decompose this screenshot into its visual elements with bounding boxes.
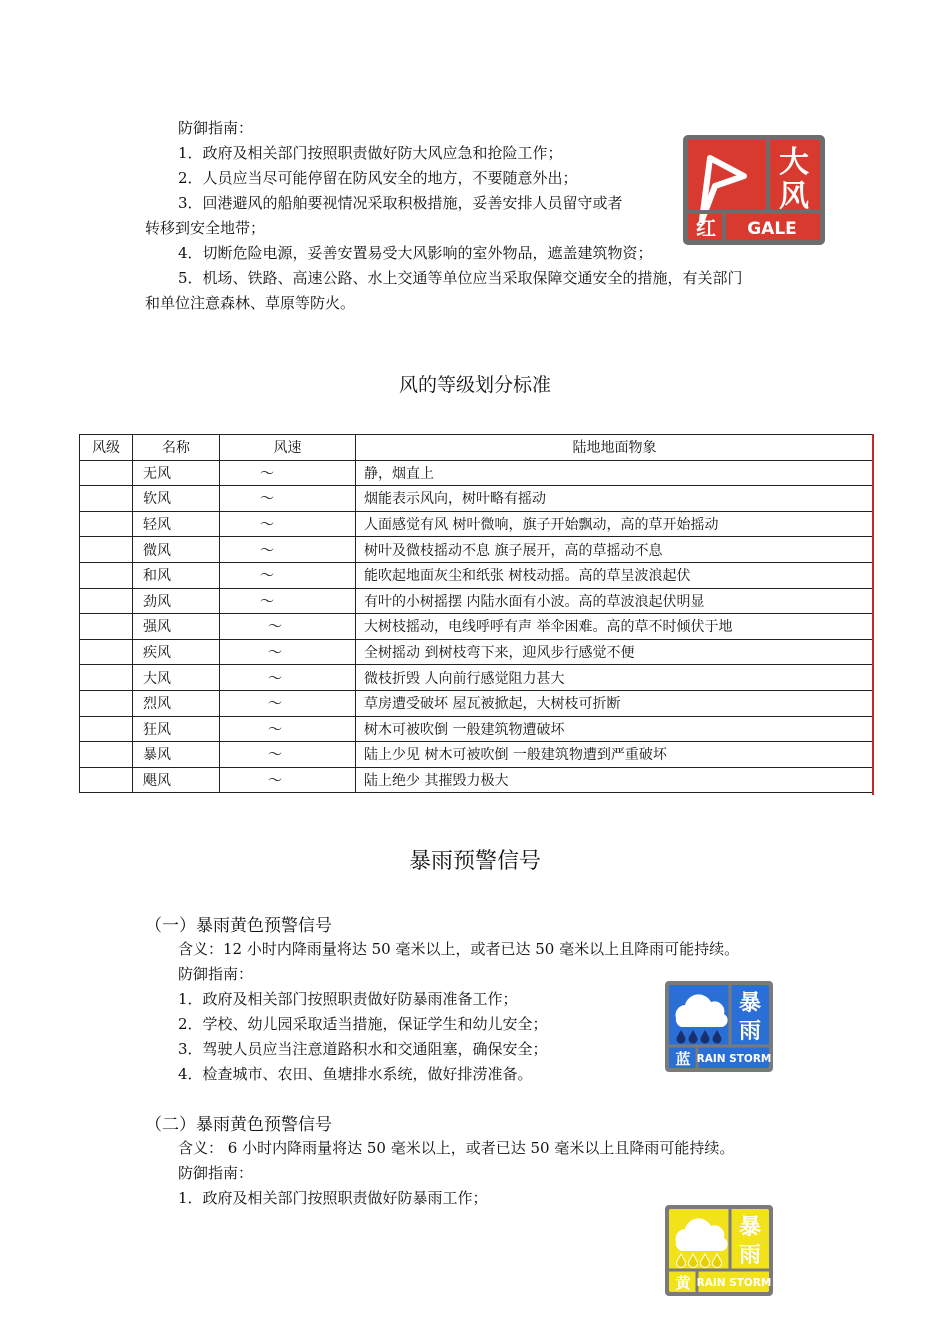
gale-guide-label: 防御指南： [178,119,254,137]
table-row [80,614,874,640]
rain-yellow-guide-label: 防御指南： [178,1164,254,1182]
cell-name: 大风 [133,665,220,691]
cell-description: 陆上绝少 其摧毁力极大 [356,767,874,793]
rainstorm-yellow-warning-icon [664,1204,774,1297]
gale-badge-char1: 大 [779,145,809,180]
cell-speed: ～ [220,690,356,716]
cell-name: 飓风 [133,767,220,793]
rain-blue-guide-item: 1．政府及相关部门按照职责做好防暴雨准备工作； [178,990,518,1008]
cell-name: 微风 [133,537,220,563]
table-row [80,486,874,512]
table-row [80,767,874,793]
cell-speed: ～ [220,511,356,537]
cell-level [80,767,133,793]
rain-blue-guide-item: 3．驾驶人员应当注意道路积水和交通阻塞，确保安全； [178,1040,548,1058]
gale-guide-item: 5．机场、铁路、高速公路、水上交通等单位应当采取保障交通安全的措施，有关部门 [178,269,743,287]
cell-name: 和风 [133,562,220,588]
rain-yellow-badge-char1: 暴 [738,1215,762,1240]
cell-speed: ～ [220,537,356,563]
cell-level [80,562,133,588]
rain-yellow-badge-en: RAIN STORM [696,1277,772,1289]
cell-name: 强风 [133,614,220,640]
cell-description: 树叶及微枝摇动不息 旗子展开，高的草摇动不息 [356,537,874,563]
rain-yellow-badge-color-char: 黄 [675,1274,691,1292]
cell-name: 轻风 [133,511,220,537]
cell-description: 能吹起地面灰尘和纸张 树枝动摇。高的草呈波浪起伏 [356,562,874,588]
cell-speed: ～ [220,767,356,793]
cell-description: 微枝折毁 人向前行感觉阻力甚大 [356,665,874,691]
rain-yellow-heading: （二）暴雨黄色预警信号 [145,1115,332,1135]
rain-yellow-meaning: 含义： 6 小时内降雨量将达 50 毫米以上，或者已达 50 毫米以上且降雨可能持续。 [178,1139,735,1157]
table-edge-marker [872,434,874,795]
cell-speed: ～ [220,742,356,768]
table-row [80,742,874,768]
cell-description: 全树摇动 到树枝弯下来，迎风步行感觉不便 [356,639,874,665]
cell-level [80,639,133,665]
rain-blue-guide-item: 4．检查城市、农田、鱼塘排水系统，做好排涝准备。 [178,1065,533,1083]
header-description: 陆地地面物象 [356,435,874,461]
gale-guide-item: 2．人员应当尽可能停留在防风安全的地方，不要随意外出； [178,169,578,187]
cell-speed: ～ [220,665,356,691]
gale-red-warning-icon [682,134,826,246]
cell-name: 狂风 [133,716,220,742]
cell-description: 烟能表示风向，树叶略有摇动 [356,486,874,512]
cell-level [80,614,133,640]
rain-blue-guide-label: 防御指南： [178,965,254,983]
rain-blue-meaning: 含义：12 小时内降雨量将达 50 毫米以上，或者已达 50 毫米以上且降雨可能持续。 [178,940,740,958]
rain-blue-badge-char2: 雨 [738,1019,762,1044]
cell-speed: ～ [220,562,356,588]
table-row [80,537,874,563]
rain-blue-badge-en: RAIN STORM [696,1053,772,1065]
cell-speed: ～ [220,588,356,614]
cell-description: 草房遭受破坏 屋瓦被掀起，大树枝可折断 [356,690,874,716]
gale-badge-en: GALE [747,219,797,239]
cell-level [80,588,133,614]
cell-level [80,690,133,716]
header-speed: 风速 [220,435,356,461]
table-row [80,588,874,614]
cell-name: 暴风 [133,742,220,768]
cell-description: 陆上少见 树木可被吹倒 一般建筑物遭到严重破坏 [356,742,874,768]
cell-description: 静，烟直上 [356,460,874,486]
cell-name: 软风 [133,486,220,512]
gale-guide-item: 4．切断危险电源，妥善安置易受大风影响的室外物品，遮盖建筑物资； [178,244,653,262]
cell-description: 大树枝摇动，电线呼呼有声 举伞困难。高的草不时倾伏于地 [356,614,874,640]
wind-scale-table [79,434,874,793]
cell-speed: ～ [220,460,356,486]
rain-blue-heading: （一）暴雨黄色预警信号 [145,916,332,936]
cell-level [80,460,133,486]
cell-name: 劲风 [133,588,220,614]
cell-speed: ～ [220,639,356,665]
cell-level [80,486,133,512]
wind-table-title: 风的等级划分标准 [398,374,551,396]
table-row [80,639,874,665]
table-row [80,460,874,486]
rain-yellow-badge-char2: 雨 [738,1243,762,1268]
table-row [80,562,874,588]
table-row [80,665,874,691]
cell-name: 疾风 [133,639,220,665]
cell-description: 人面感觉有风 树叶微响，旗子开始飘动，高的草开始摇动 [356,511,874,537]
rainstorm-blue-warning-icon [664,980,774,1073]
gale-guide-item: 3．回港避风的船舶要视情况采取积极措施，妥善安排人员留守或者 [178,194,623,212]
header-name: 名称 [133,435,220,461]
rain-section-title: 暴雨预警信号 [408,849,541,874]
cell-description: 有叶的小树摇摆 内陆水面有小波。高的草波浪起伏明显 [356,588,874,614]
cell-level [80,665,133,691]
gale-badge-color-char: 红 [696,216,716,240]
cell-level [80,742,133,768]
table-row [80,716,874,742]
cell-speed: ～ [220,486,356,512]
cell-level [80,537,133,563]
table-row [80,690,874,716]
rain-blue-guide-item: 2．学校、幼儿园采取适当措施，保证学生和幼儿安全； [178,1015,548,1033]
rain-blue-badge-color-char: 蓝 [675,1050,691,1068]
cell-level [80,716,133,742]
gale-guide-item: 1．政府及相关部门按照职责做好防大风应急和抢险工作； [178,144,563,162]
table-row [80,511,874,537]
cell-level [80,511,133,537]
table-header-row [80,435,874,461]
header-level: 风级 [80,435,133,461]
rain-blue-badge-char1: 暴 [738,991,762,1016]
cell-name: 烈风 [133,690,220,716]
cell-speed: ～ [220,716,356,742]
rain-yellow-guide-item: 1．政府及相关部门按照职责做好防暴雨工作； [178,1189,488,1207]
cell-description: 树木可被吹倒 一般建筑物遭破坏 [356,716,874,742]
cell-speed: ～ [220,614,356,640]
gale-guide-item: 和单位注意森林、草原等防火。 [145,294,356,312]
gale-guide-item: 转移到安全地带； [145,219,266,237]
gale-badge-char2: 风 [779,179,809,214]
cell-name: 无风 [133,460,220,486]
